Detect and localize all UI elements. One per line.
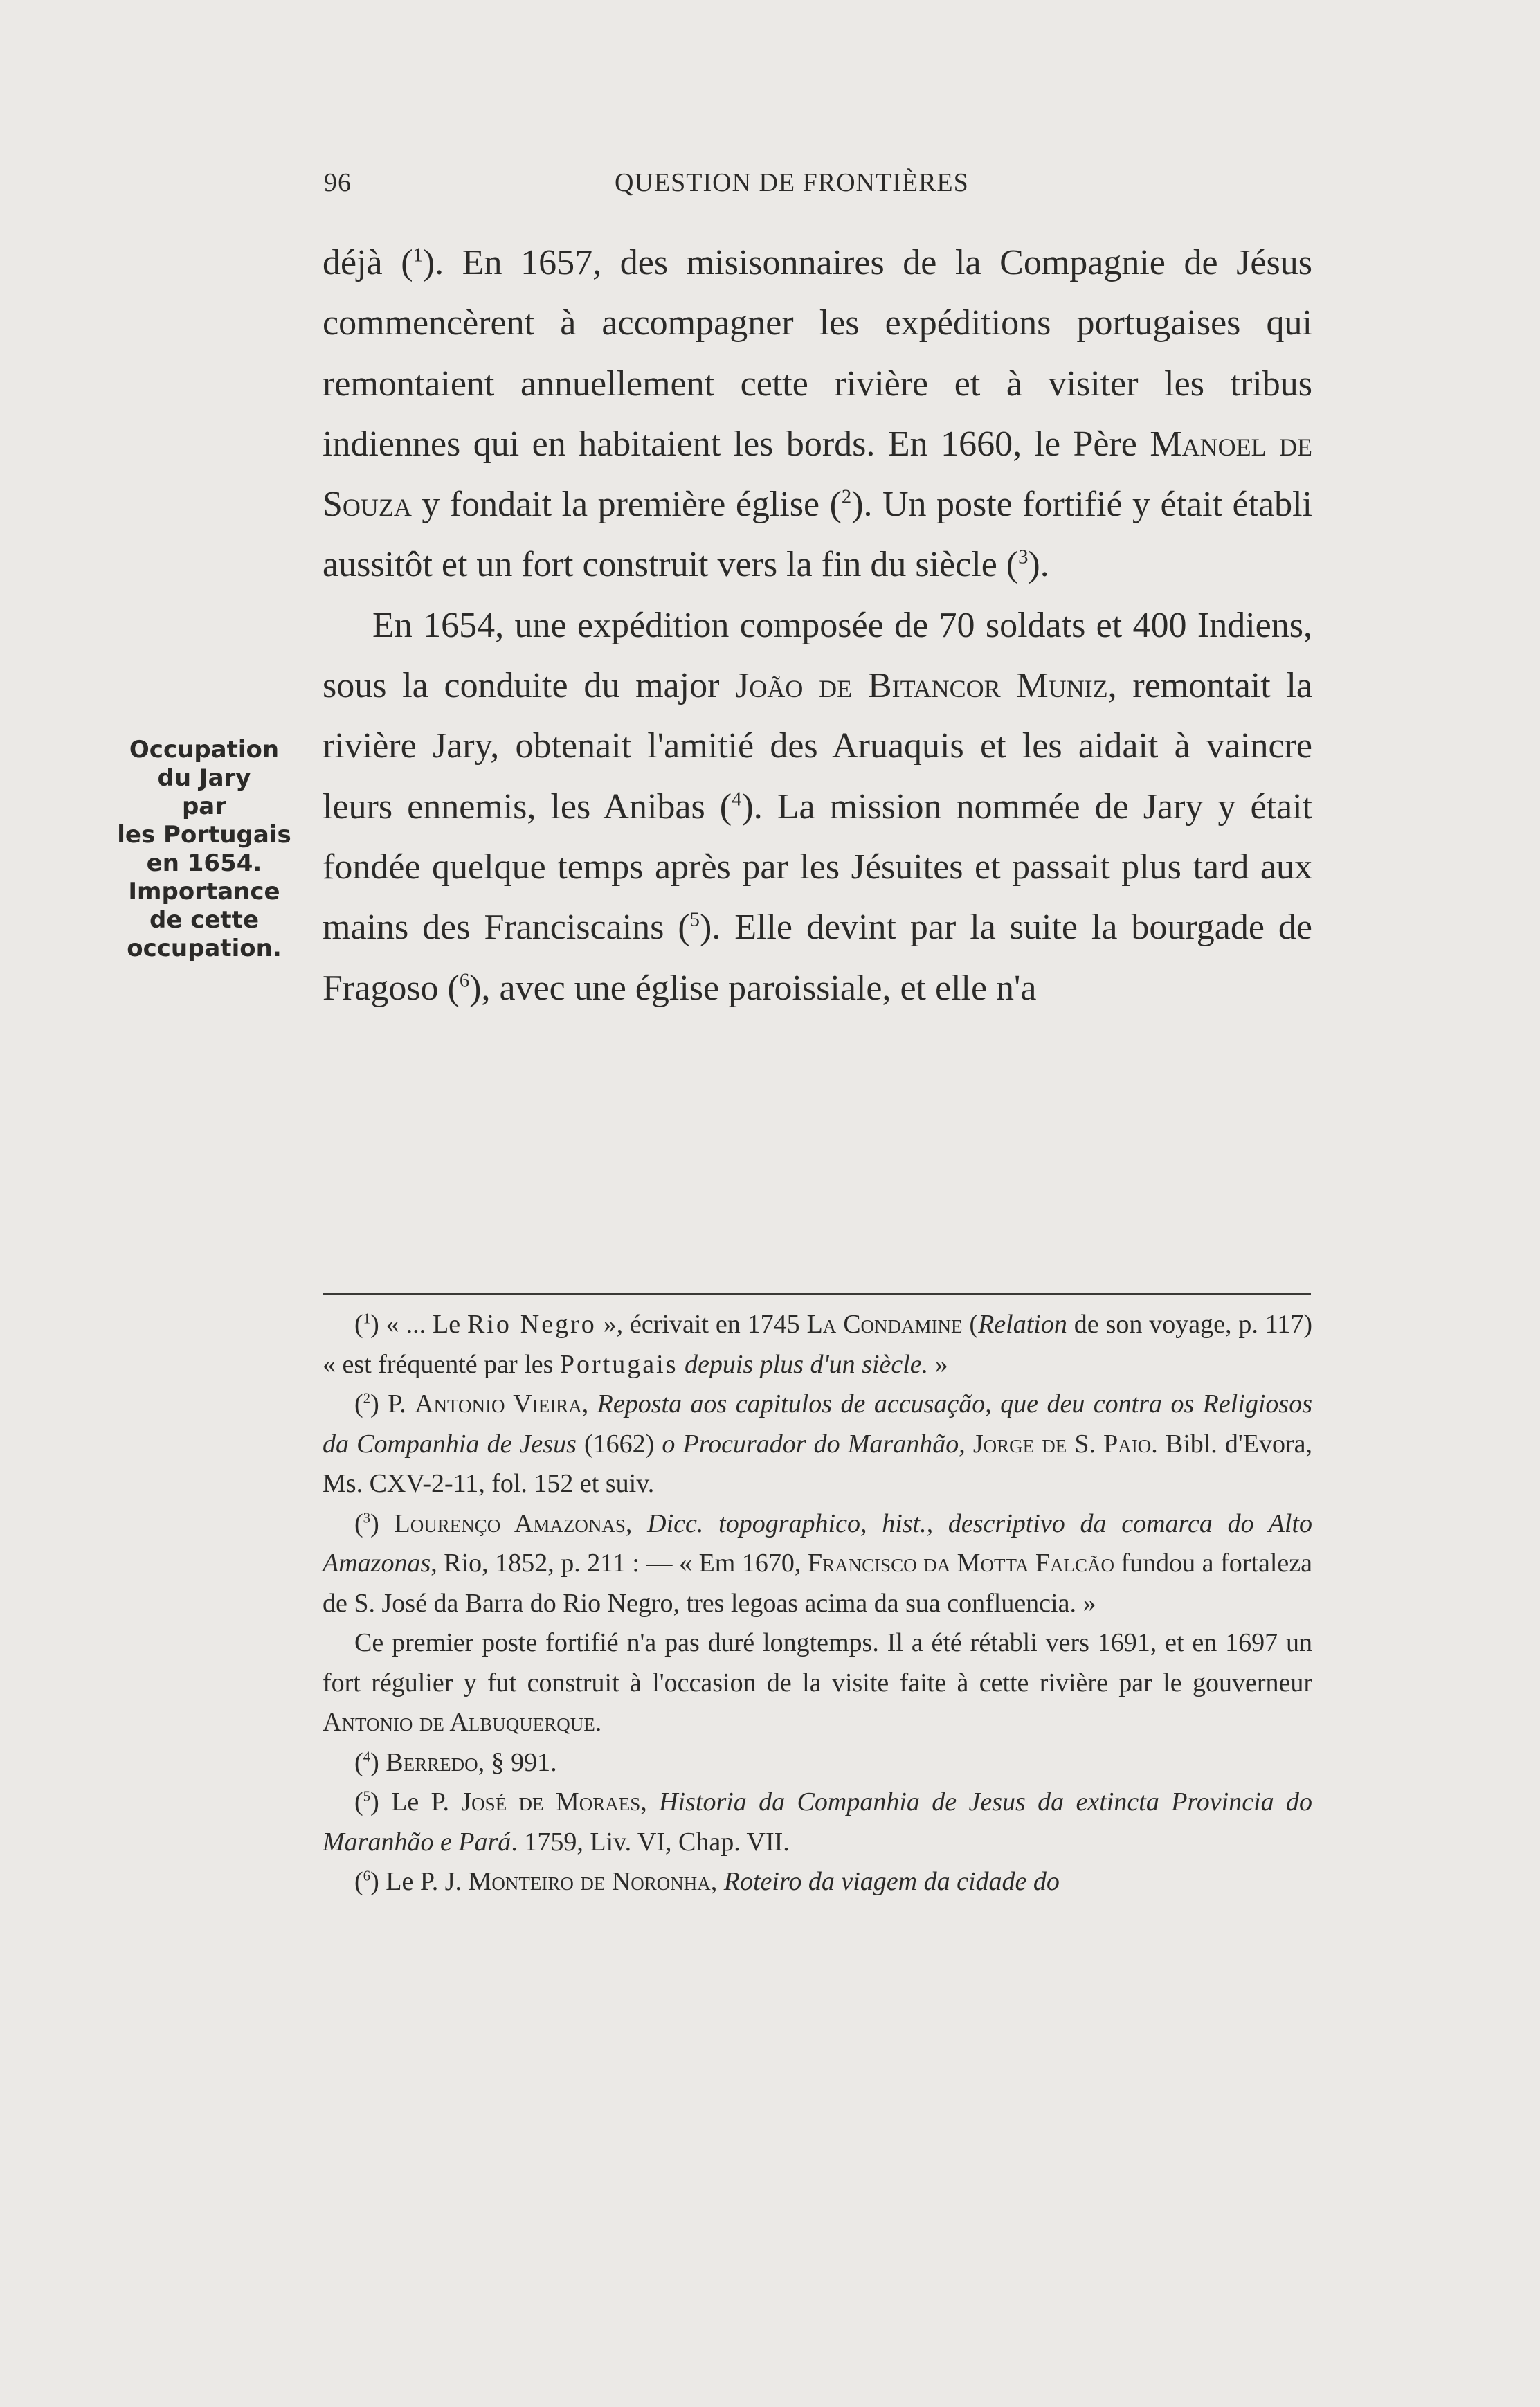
body-text xyxy=(323,233,1312,1018)
footnote-ref: 6 xyxy=(459,970,470,992)
page-header xyxy=(324,161,1314,202)
author-name: Lourenço Amazonas xyxy=(394,1508,626,1538)
text-run: , xyxy=(710,1867,724,1896)
margin-note-line: en 1654. xyxy=(146,849,262,877)
margin-note-line: occupation. xyxy=(127,935,282,962)
text-run: , § 991. xyxy=(478,1747,557,1777)
text-run xyxy=(678,1350,685,1379)
text-run: y fondait la première église ( xyxy=(411,485,842,525)
margin-note xyxy=(104,736,305,963)
footnote-1 xyxy=(323,1305,1312,1385)
text-run xyxy=(966,1430,973,1459)
text-run: , xyxy=(581,1389,597,1418)
text-run: ( xyxy=(354,1310,363,1339)
text-run: , remontait la rivière Jary, obtenait l'amitié des Aruaquis et les aidait à vaincre leurs ennemis, les Anibas ( xyxy=(323,666,1312,827)
text-run: ( xyxy=(962,1310,979,1339)
italic-title: Historia da Companhia de Jesus da extincta Provincia do Maranhão e Pará xyxy=(323,1787,1313,1857)
page-number: 96 xyxy=(324,168,352,197)
footnote-number: 1 xyxy=(363,1310,371,1327)
footnote-number: 4 xyxy=(363,1747,371,1765)
text-run: ( xyxy=(354,1389,363,1418)
text-run: ) Le P. xyxy=(370,1787,462,1816)
footnote-3-continued xyxy=(323,1623,1312,1743)
person-name: Antonio de Albuquerque xyxy=(323,1708,595,1737)
text-run: ( xyxy=(354,1747,363,1777)
text-run: ( xyxy=(354,1867,363,1896)
italic-text: depuis plus d'un siècle. xyxy=(684,1349,929,1379)
footnote-divider xyxy=(323,1293,1311,1295)
margin-note-line: par xyxy=(181,793,227,820)
margin-note-line: Occupation xyxy=(129,736,280,764)
footnote-number: 3 xyxy=(363,1508,371,1526)
italic-text: o Procurador do Maranhão, xyxy=(662,1429,966,1459)
text-run: ) xyxy=(370,1508,395,1538)
footnote-ref: 5 xyxy=(689,909,700,931)
text-run: ). En 1657, des misisonnaires de la Compagnie de Jésus commencèrent à accompagner les expéditions portugaises qui remontaient annuellement cette rivière et à visiter les tribus indiennes qui en habitaient les bords. En 1660, le Père xyxy=(323,243,1312,464)
spaced-text: Rio Negro xyxy=(466,1310,597,1339)
italic-title: Dicc. topographico, hist., descriptivo da comarca do Alto Amazonas xyxy=(323,1508,1313,1578)
text-run: ). La mission nommée de Jary y était fondée quelque temps après par les Jésuites et passait plus tard aux mains des Franciscains ( xyxy=(323,786,1312,948)
footnote-6 xyxy=(323,1862,1312,1902)
text-run: ). Elle devint par la suite la bourgade de Fragoso ( xyxy=(323,908,1312,1008)
text-run: de son voyage, p. 117) « est fréquenté par les xyxy=(323,1310,1313,1379)
text-run: ) Le P. J. xyxy=(370,1867,469,1896)
text-run: ) « ... Le xyxy=(370,1310,467,1339)
margin-note-line: du Jary xyxy=(157,764,251,792)
footnote-ref: 2 xyxy=(841,486,852,508)
person-name: Manoel de Souza xyxy=(323,424,1312,525)
text-run: , Rio, 1852, p. 211 : — « Em 1670, xyxy=(431,1549,808,1578)
text-run: (1662) xyxy=(576,1429,662,1459)
running-title: QUESTION DE FRONTIÈRES xyxy=(615,168,969,197)
author-name: Monteiro de Noronha xyxy=(468,1867,711,1896)
text-run: Ce premier poste fortifié n'a pas duré longtemps. Il a été rétabli vers 1691, et en 1697 un fort régulier y fut construit à l'occasion de la visite faite à cette rivière par le gouverneur xyxy=(323,1628,1312,1697)
author-name: Francisco da Motta Falcão xyxy=(807,1549,1114,1578)
author-name: Antonio Vieira xyxy=(415,1389,582,1418)
italic-title: Roteiro da viagem da cidade do xyxy=(723,1867,1060,1896)
footnote-5 xyxy=(323,1783,1312,1862)
text-run: » xyxy=(928,1349,948,1379)
text-run: fundou a fortaleza de S. José da Barra do Rio Negro, tres legoas acima da sua confluencia. » xyxy=(323,1549,1312,1618)
footnote-ref: 3 xyxy=(1018,547,1029,569)
text-run: , xyxy=(640,1787,660,1816)
footnote-ref: 4 xyxy=(732,788,742,811)
text-run: ) P. xyxy=(370,1389,415,1418)
text-run: ). Un poste fortifié y était établi aussitôt et un fort construit vers la fin du siècle ( xyxy=(323,485,1312,585)
text-run: . 1759, Liv. VI, Chap. VII. xyxy=(511,1827,790,1857)
margin-note-line: les Portugais xyxy=(117,821,291,849)
body-paragraph-2 xyxy=(323,595,1312,1018)
footnotes xyxy=(323,1305,1312,1902)
footnote-4 xyxy=(323,1743,1312,1783)
footnote-2 xyxy=(323,1385,1312,1504)
italic-title: Relation xyxy=(978,1310,1067,1339)
text-run: ), avec une église paroissiale, et elle n'a xyxy=(469,968,1037,1008)
text-run: ) xyxy=(370,1747,386,1777)
author-name: Berredo xyxy=(386,1747,478,1777)
text-run: En 1654, une expédition composée de 70 soldats et 400 Indiens, sous la conduite du major xyxy=(323,605,1312,706)
margin-note-line: de cette xyxy=(149,906,259,934)
spaced-text: Portugais xyxy=(559,1349,678,1379)
footnote-number: 5 xyxy=(363,1787,371,1805)
text-run: », écrivait en 1745 xyxy=(596,1310,807,1339)
text-run: ( xyxy=(354,1508,363,1538)
text-run: . Bibl. d'Evora, Ms. CXV-2-11, fol. 152 et suiv. xyxy=(323,1429,1312,1498)
footnote-number: 6 xyxy=(363,1867,371,1884)
margin-note-line: Importance xyxy=(128,878,280,905)
text-run: ). xyxy=(1028,545,1049,585)
footnote-number: 2 xyxy=(363,1389,371,1407)
author-name: José de Moraes xyxy=(461,1787,641,1816)
text-run: déjà ( xyxy=(323,243,413,282)
text-run: , xyxy=(625,1508,648,1538)
text-run: . xyxy=(595,1708,602,1737)
footnote-ref: 1 xyxy=(413,244,423,267)
author-name: La Condamine xyxy=(806,1310,963,1339)
body-paragraph-1 xyxy=(323,233,1312,595)
text-run: ( xyxy=(354,1787,363,1816)
footnote-3 xyxy=(323,1504,1312,1624)
author-name: Jorge de S. Paio xyxy=(972,1429,1152,1459)
person-name: João de Bitancor Muniz xyxy=(735,666,1108,706)
italic-title: Reposta aos capitulos de accusação, que deu contra os Religiosos da Companhia de Jesus xyxy=(323,1389,1313,1459)
